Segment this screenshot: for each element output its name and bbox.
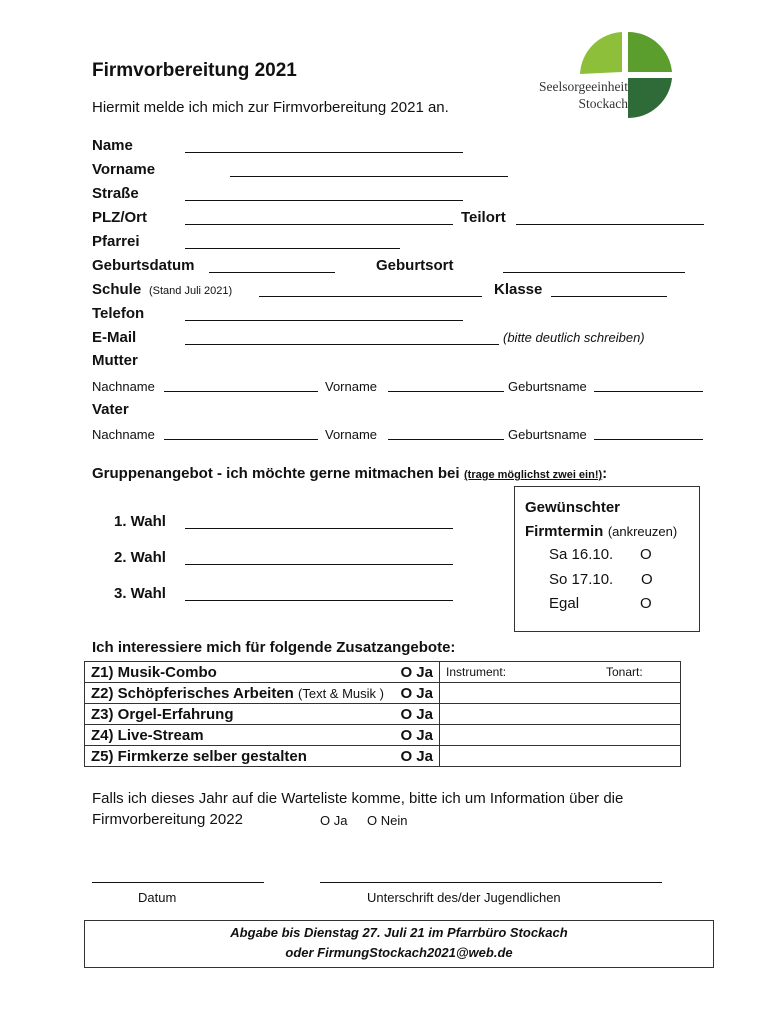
email-line[interactable] — [185, 344, 499, 345]
firmtermin-title-1: Gewünschter — [525, 499, 621, 516]
datum-line[interactable] — [92, 882, 264, 883]
termin-option-sa: Sa 16.10. — [549, 546, 614, 563]
firmtermin-title-2: Firmtermin — [525, 523, 604, 540]
mutter-nachname-line[interactable] — [164, 391, 318, 392]
tonart-label: Tonart: — [606, 665, 643, 679]
extras-label: Z3) Orgel-Erfahrung — [91, 705, 234, 723]
label-teilort: Teilort — [461, 209, 506, 226]
extras-empty-cell — [440, 725, 681, 746]
termin-option-egal: Egal — [549, 595, 580, 612]
label-klasse: Klasse — [494, 281, 543, 298]
firmtermin-note: (ankreuzen) — [607, 524, 678, 539]
extras-label-cell — [85, 662, 440, 683]
waitlist-nein-checkbox[interactable]: O Nein — [367, 813, 408, 828]
footer-email: oder FirmungStockach2021@web.de — [285, 945, 513, 960]
vater-vorname-label: Vorname — [325, 427, 378, 442]
wahl-1-line[interactable] — [185, 528, 453, 529]
label-plz-ort: PLZ/Ort — [92, 209, 147, 226]
klasse-line[interactable] — [551, 296, 667, 297]
teilort-line[interactable] — [516, 224, 704, 225]
wahl-2-line[interactable] — [185, 564, 453, 565]
mutter-vorname-label: Vorname — [325, 379, 378, 394]
schule-line[interactable] — [259, 296, 482, 297]
label-geburtsdatum: Geburtsdatum — [92, 257, 195, 274]
extras-ja-checkbox[interactable]: O Ja — [400, 727, 433, 744]
geburtsdatum-line[interactable] — [209, 272, 335, 273]
extras-ja-checkbox[interactable]: O Ja — [400, 685, 433, 702]
extras-empty-cell — [440, 683, 681, 704]
label-vorname: Vorname — [92, 161, 156, 178]
extras-label: Z5) Firmkerze selber gestalten — [91, 747, 307, 765]
geburtsort-line[interactable] — [503, 272, 685, 273]
logo-text — [524, 78, 628, 112]
intro-text: Hiermit melde ich mich zur Firmvorbereitung 2021 an. — [92, 99, 449, 116]
firmtermin-title-row — [525, 523, 677, 541]
extras-empty-cell — [440, 704, 681, 725]
mutter-geburtsname-line[interactable] — [594, 391, 703, 392]
label-email: E-Mail — [92, 329, 137, 346]
strasse-line[interactable] — [185, 200, 463, 201]
instrument-label: Instrument: — [446, 665, 507, 679]
termin-option-sa-checkbox[interactable]: O — [640, 546, 652, 563]
extras-label-cell — [85, 683, 440, 704]
extras-label-note: (Text & Musik ) — [298, 685, 384, 701]
extras-ja-checkbox[interactable]: O Ja — [400, 664, 433, 681]
waitlist-text-2: Firmvorbereitung 2022 — [92, 811, 243, 828]
email-note: (bitte deutlich schreiben) — [503, 330, 645, 345]
vater-nachname-line[interactable] — [164, 439, 318, 440]
group-heading-row — [92, 465, 607, 483]
extras-label-cell — [85, 725, 440, 746]
label-vater: Vater — [92, 401, 129, 418]
extras-row-z5 — [85, 746, 681, 767]
pfarrei-line[interactable] — [185, 248, 400, 249]
footer-line-1: Abgabe bis Dienstag 27. Juli 21 im Pfarrbüro Stockach — [230, 925, 568, 940]
mutter-vorname-line[interactable] — [388, 391, 504, 392]
vater-vorname-line[interactable] — [388, 439, 504, 440]
termin-option-so: So 17.10. — [549, 571, 614, 588]
extras-label-cell — [85, 704, 440, 725]
label-name: Name — [92, 137, 133, 154]
label-telefon: Telefon — [92, 305, 145, 322]
logo-line-1: Seelsorgeeinheit — [539, 79, 628, 94]
extras-ja-checkbox[interactable]: O Ja — [400, 706, 433, 723]
label-geburtsort: Geburtsort — [376, 257, 454, 274]
extras-row-z4 — [85, 725, 681, 746]
logo-quarter-tr — [628, 32, 672, 72]
wahl-2-label: 2. Wahl — [114, 549, 166, 566]
vater-geburtsname-label: Geburtsname — [508, 427, 587, 442]
label-strasse: Straße — [92, 185, 139, 202]
instrument-cell[interactable] — [440, 662, 681, 683]
termin-option-so-checkbox[interactable]: O — [641, 571, 653, 588]
wahl-3-label: 3. Wahl — [114, 585, 166, 602]
extras-heading: Ich interessiere mich für folgende Zusatzangebote: — [92, 639, 456, 656]
extras-table — [84, 661, 681, 767]
plz-ort-line[interactable] — [185, 224, 453, 225]
extras-row-z1 — [85, 662, 681, 683]
logo-quarter-tl — [580, 32, 622, 74]
label-pfarrei: Pfarrei — [92, 233, 140, 250]
label-schule: Schule — [92, 281, 142, 298]
label-mutter: Mutter — [92, 352, 138, 369]
extras-ja-checkbox[interactable]: O Ja — [400, 748, 433, 765]
group-heading: Gruppenangebot - ich möchte gerne mitmachen bei — [92, 465, 460, 482]
vater-geburtsname-line[interactable] — [594, 439, 703, 440]
extras-row-z3 — [85, 704, 681, 725]
extras-label: Z1) Musik-Combo — [91, 663, 217, 681]
wahl-3-line[interactable] — [185, 600, 453, 601]
waitlist-text-1: Falls ich dieses Jahr auf die Warteliste komme, bitte ich um Information über die — [92, 790, 624, 807]
telefon-line[interactable] — [185, 320, 463, 321]
extras-row-z2 — [85, 683, 681, 704]
termin-option-egal-checkbox[interactable]: O — [640, 595, 652, 612]
wahl-1-label: 1. Wahl — [114, 513, 166, 530]
group-heading-note: (trage möglichst zwei ein!) — [464, 469, 603, 481]
schule-note: (Stand Juli 2021) — [149, 285, 233, 297]
mutter-nachname-label: Nachname — [92, 379, 155, 394]
group-heading-colon: : — [602, 465, 608, 482]
logo-line-2: Stockach — [578, 96, 628, 111]
waitlist-ja-checkbox[interactable]: O Ja — [320, 813, 348, 828]
extras-label: Z2) Schöpferisches Arbeiten — [91, 684, 294, 702]
name-line[interactable] — [185, 152, 463, 153]
datum-label: Datum — [138, 890, 177, 905]
unterschrift-label: Unterschrift des/der Jugendlichen — [367, 890, 561, 905]
logo-quarter-br — [628, 78, 672, 118]
vater-nachname-label: Nachname — [92, 427, 155, 442]
vorname-line[interactable] — [230, 176, 508, 177]
extras-empty-cell — [440, 746, 681, 767]
extras-label-cell — [85, 746, 440, 767]
page-title: Firmvorbereitung 2021 — [92, 60, 297, 81]
mutter-geburtsname-label: Geburtsname — [508, 379, 587, 394]
unterschrift-line[interactable] — [320, 882, 662, 883]
extras-label: Z4) Live-Stream — [91, 726, 204, 744]
